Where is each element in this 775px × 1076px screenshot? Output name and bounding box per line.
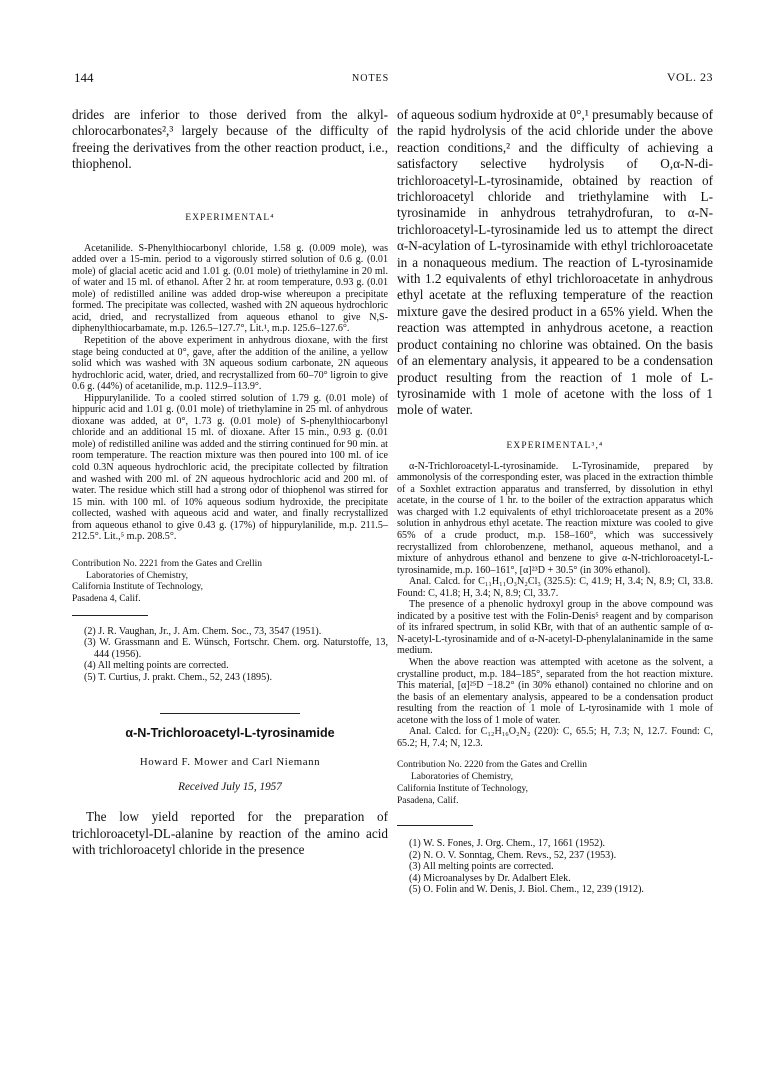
page-number: 144 [74,70,94,85]
received-date: Received July 15, 1957 [178,781,282,794]
reference-item: (2) J. R. Vaughan, Jr., J. Am. Chem. Soc., 73, 3547 (1951). [84,625,322,637]
contribution-line: Pasadena, Calif. [397,795,459,806]
analysis-paragraph: Anal. Calcd. for C₁₂H₁₆O₂N₂ (220): C, 65.5; H, 7.3; N, 12.7. Found: C, 65.2; H, 7.4; N, 12.3. [397,726,713,749]
preparation-paragraph: α-N-Trichloroacetyl-L-tyrosinamide. L-Tyrosinamide, prepared by ammonolysis of the corresponding ester, was placed in the extraction thimble of a Soxhlet extraction apparatus and transferred, by dissolution in ethyl acetate, in the course of 1 hr. to the boiler of the extraction apparatus which was charged with 1.2 equivalents of ethyl trichloroacetate present as a 20% solution in anhydrous ethyl acetate. The reaction mixture was cooled to give 65% of a crude product, m.p. 158–160°, which was successively recrystallized from chlorobenzene, methanol, aqueous methanol, and a mixture of anhydrous ethanol and benzene to give α-N-trichloroacetyl-L-tyrosinamide, m.p. 160–161°, [α]²³D + 30.5° (in 30% ethanol). [397,460,713,576]
footnote-rule [397,825,473,826]
article-separator-rule [160,713,300,714]
reference-item: (4) All melting points are corrected. [84,660,229,672]
reference-item: (2) N. O. V. Sonntag, Chem. Revs., 52, 237 (1953). [409,849,617,861]
left-column [72,107,388,859]
reference-item: (3) W. Grassmann and E. Wünsch, Fortschr. Chem. org. Naturstoffe, 13, 444 (1956). [84,637,388,660]
contribution-block [397,760,713,807]
reference-item: (1) W. S. Fones, J. Org. Chem., 17, 1661 (1952). [409,838,606,850]
contribution-line: Contribution No. 2220 from the Gates and Crellin [397,760,587,771]
analysis-paragraph: Anal. Calcd. for C₁₁H₁₁O₃N₂Cl₃ (325.5): C, 41.9; H, 3.4; N, 8.9; Cl, 33.8. Found: C, 41.8; H, 3.4; N, 8.9; Cl, 33.7. [397,576,713,599]
article-authors: Howard F. Mower and Carl Niemann [139,756,321,769]
running-head-volume: VOL. 23 [666,70,713,84]
footnote-rule [72,615,148,616]
contribution-line: Pasadena 4, Calif. [72,593,141,604]
article-intro: The low yield reported for the preparation of trichloroacetyl-DL-alanine by reaction of the amino acid with trichloroacetyl chloride in the presence [72,809,388,858]
references-list [72,626,388,684]
right-column [397,107,713,896]
contribution-line: Laboratories of Chemistry, [86,570,189,581]
contribution-line: California Institute of Technology, [397,783,528,794]
hippurylanilide-paragraph: Hippurylanilide. To a cooled stirred solution of 1.79 g. (0.01 mole) of hippuric acid and 1.01 g. (0.01 mole) of triethylamine in 25 ml. of anhydrous dioxane was added, at 0°, 1.73 g. (0.01 mole) of S-phenylthiocarbonyl chloride and an additional 15 ml. of dioxane. After 15 min., 0.93 g. (0.01 mole) of redistilled aniline was added and the stirring continued for 90 min. at room temperature. The reaction mixture was then poured into 100 ml. of ice cold 0.3N aqueous hydrochloric acid, the precipitate collected by filtration and washed with 200 ml. of 2N aqueous hydrochloric acid and 200 ml. of water. The residue which still had a strong odor of thiophenol was stirred for 15 min. with 100 ml. of 10% aqueous sodium hydroxide, the precipitate collected, washed with aqueous acid and water, and finally recrystallized from aqueous ethanol to give 0.43 g. (17%) of hippurylanilide, m.p. 211.5–212.5°. Lit.,⁵ m.p. 208.5°. [72,392,388,543]
running-head-section: NOTES [352,73,390,84]
reference-item: (4) Microanalyses by Dr. Adalbert Elek. [409,872,571,884]
contribution-line: Laboratories of Chemistry, [411,772,514,783]
contribution-line: Contribution No. 2221 from the Gates and Crellin [72,558,262,569]
references-list [397,838,713,896]
article-title: α-N-Trichloroacetyl-L-tyrosinamide [125,726,335,741]
phenolic-paragraph: The presence of a phenolic hydroxyl group in the above compound was indicated by a positive test with the Folin-Denis⁵ reagent and by comparison of its infrared spectrum, in solid KBr, with that of an authentic sample of α-N-acetyl-L-tyrosinamide and of α-N-acetyl-D-phenylalaninamide in the same medium. [397,599,713,657]
experimental-heading: EXPERIMENTAL⁴ [185,212,275,223]
continuation-paragraph: of aqueous sodium hydroxide at 0°,¹ presumably because of the rapid hydrolysis of the acid chloride under the above reaction conditions,² and the difficulty of achieving a satisfactory selective hydrolysis of O,α-N-di-trichloroacetyl-L-tyrosinamide, obtained by reaction of trichloroacetyl chloride and triethylamine with L-tyrosinamide in anhydrous tetrahydrofuran, to α-N-trichloroacetyl-L-tyrosinamide led us to attempt the direct α-N-acylation of L-tyrosinamide with ethyl trichloroacetate in a nonaqueous medium. The reaction of L-tyrosinamide with 1.2 equivalents of ethyl trichloroacetate in anhydrous ethyl acetate at the refluxing temperature of the reaction mixture gave the desired product in a 65% yield. When the reaction was attempted in anhydrous acetone, a reaction product containing no chlorine was obtained. On the basis of an elementary analysis, it appeared to be a condensation product resulting from the reaction of 1 mole of L-tyrosinamide with 1 mole of acetone with the loss of 1 mole of water. [397,107,713,418]
contribution-block [72,559,388,606]
reference-item: (5) O. Folin and W. Denis, J. Biol. Chem., 12, 239 (1912). [409,884,644,896]
reference-item: (5) T. Curtius, J. prakt. Chem., 52, 243 (1895). [84,671,273,683]
experimental-heading: EXPERIMENTAL³,⁴ [506,440,604,451]
acetanilide-paragraph: Acetanilide. S-Phenylthiocarbonyl chloride, 1.58 g. (0.009 mole), was added over a 15-min. period to a vigorously stirred solution of 0.6 g. (0.01 mole) of glacial acetic acid and 1.01 g. (0.01 mole) of triethylamine in 20 ml. of water and 15 ml. of ethanol. After 2 hr. at room temperature, 0.93 g. (0.01 mole) of redistilled aniline was added drop-wise whereupon a precipitate formed. The precipitate was collected, washed with 2N aqueous hydrochloric acid, dried, and recrystallized from aqueous ethanol to give N,S-diphenylthiocarbamate, m.p. 126.5–127.7°, Lit.¹, m.p. 125.6–127.6°. [72,242,388,335]
intro-paragraph: drides are inferior to those derived from the alkyl-chlorocarbonates²,³ largely because of the difficulty of freeing the derivatives from the other reaction product, i.e., thiophenol. [72,107,388,172]
contribution-line: California Institute of Technology, [72,582,203,593]
acetone-paragraph: When the above reaction was attempted with acetone as the solvent, a crystalline product, m.p. 184–185°, separated from the hot reaction mixture. This material, [α]²⁵D −18.2° (in 30% ethanol) contained no chlorine and on the basis of an elementary analysis, appeared to be a condensation product resulting from the reaction of 1 mole of L-tyrosinamide with 1 mole of acetone with the loss of 1 mole of water. [397,657,713,726]
reference-item: (3) All melting points are corrected. [409,861,554,873]
repetition-paragraph: Repetition of the above experiment in anhydrous dioxane, with the first stage being conducted at 0°, gave, after the addition of the aniline, a yellow solid which was washed with 3N aqueous sodium carbonate, 2N aqueous hydrochloric acid, water, dried, and recrystallized from 60–70° ligroin to give 0.6 g. (44%) of acetanilide, m.p. 112.9–113.9°. [72,335,388,393]
